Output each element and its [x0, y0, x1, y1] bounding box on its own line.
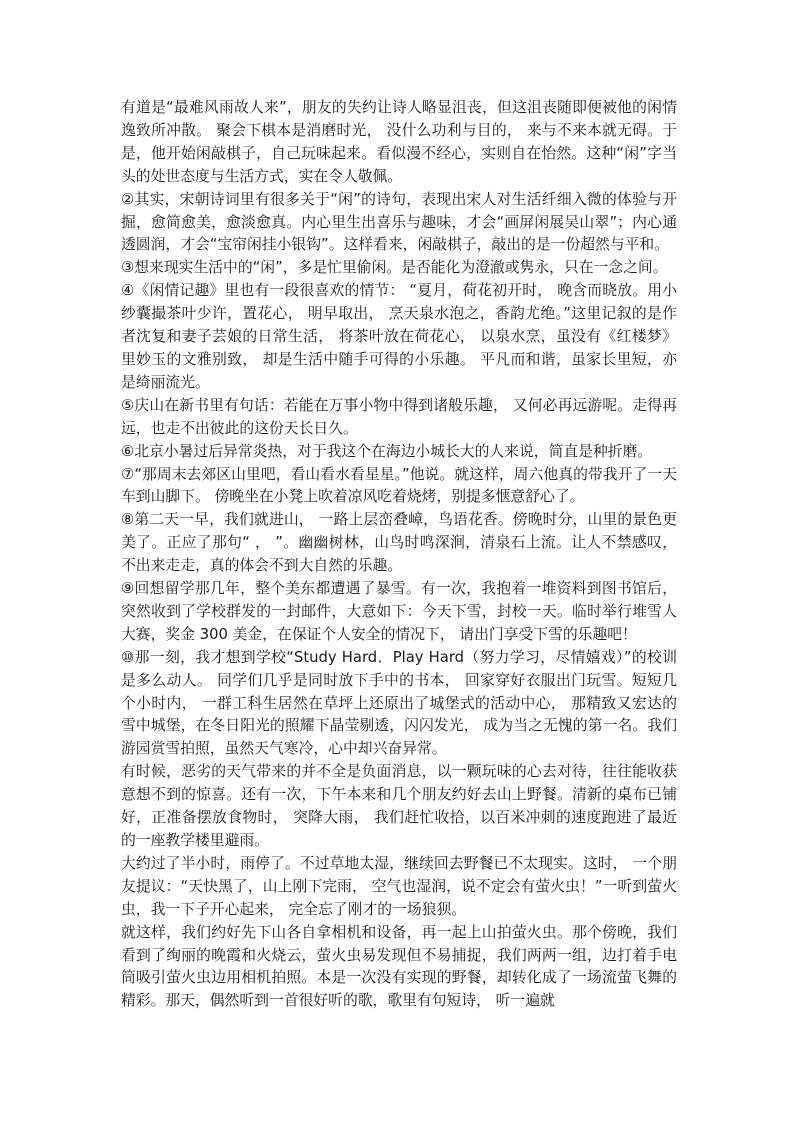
paragraph-7: ⑦“那周末去郊区山里吧，看山看水看星星。”他说。就这样，周六他真的带我开了一天车到山脚下。 傍晚坐在小凳上吹着凉风吃着烧烤，别提多惬意舒心了。 [121, 465, 677, 506]
paragraph-4: ④《闲情记趣》里也有一段很喜欢的情节： “夏月，荷花初开时， 晚含而晓放。用小纱囊撮茶叶少许，置花心， 明早取出， 烹天泉水泡之，香韵尤绝。”这里记叙的是作者沈复和妻子芸娘的日常生活， 将茶叶放在荷花心， 以泉水烹，虽没有《红楼梦》 里妙玉的文雅别致， 却是生活中随手可得的小乐趣。 平凡而和谐，虽家长里短，亦是绮丽流光。 [121, 282, 677, 391]
paragraph-5: ⑤庆山在新书里有句话：若能在万事小物中得到诸般乐趣， 又何必再远游呢。走得再远，也走不出彼此的这份天长日久。 [121, 396, 677, 437]
paragraph-9: ⑨回想留学那几年，整个美东都遭遇了暴雪。有一次，我抱着一堆资料到图书馆后，突然收到了学校群发的一封邮件，大意如下：今天下雪，封校一天。临时举行堆雪人大赛，奖金 300 美金，在保证个人安全的情况下， 请出门享受下雪的乐趣吧！ [121, 580, 677, 643]
paragraph-intro: 有道是“最难风雨故人来”，朋友的失约让诗人略显沮丧，但这沮丧随即便被他的闲情逸致所冲散。 聚会下棋本是消磨时光， 没什么功利与目的， 来与不来本就无碍。于是，他开始闲敲棋子，自己玩味起来。看似漫不经心，实则自在怡然。这种“闲”字当头的处世态度与生活方式，实在令人敬佩。 [121, 99, 677, 185]
paragraph-10: ⑩那一刻，我才想到学校“Study Hard．Play Hard（努力学习，尽情嬉戏）”的校训是多么动人。 同学们几乎是同时放下手中的书本， 回家穿好衣服出门玩雪。短短几个小时内， 一群工科生居然在草坪上还原出了城堡式的活动中心， 那精致又宏达的雪中城堡，在冬日阳光的照耀下晶莹剔透，闪闪发光， 成为当之无愧的第一名。我们游园赏雪拍照，虽然天气寒冷，心中却兴奋异常。 [121, 648, 677, 758]
paragraph-6: ⑥北京小暑过后异常炎热，对于我这个在海边小城长大的人来说，简直是种折磨。 [121, 442, 653, 460]
paragraph-3: ③想来现实生活中的“闲”，多是忙里偷闲。是否能化为澄澈或隽永，只在一念之间。 [121, 259, 668, 277]
paragraph-rain-stopped: 大约过了半小时，雨停了。不过草地太湿，继续回去野餐已不太现实。这时， 一个朋友提议：“天快黑了，山上刚下完雨， 空气也湿润，说不定会有萤火虫！”一听到萤火虫，我一下子开心起来， 完全忘了刚才的一场狼狈。 [121, 854, 677, 918]
paragraph-2: ②其实，宋朝诗词里有很多关于“闲”的诗句，表现出宋人对生活纤细入微的体验与开掘，愈简愈美，愈淡愈真。内心里生出喜乐与趣味，才会“画屏闲展吴山翠”；内心通透圆润，才会“宝帘闲挂小银钩”。这样看来，闲敲棋子，敲出的是一份超然与平和。 [121, 190, 677, 254]
paragraph-fireflies: 就这样，我们约好先下山各自拿相机和设备，再一起上山拍萤火虫。那个傍晚，我们看到了绚丽的晚霞和火烧云，萤火虫易发现但不易捕捉，我们两两一组，边打着手电筒吸引萤火虫边用相机拍照。本是一次没有实现的野餐，却转化成了一场流萤飞舞的精彩。那天，偶然听到一首很好听的歌，歌里有句短诗， 听一遍就 [121, 923, 677, 1010]
paragraph-weather: 有时候，恶劣的天气带来的并不全是负面消息，以一颗玩味的心去对待，往往能收获意想不到的惊喜。还有一次，下午本来和几个朋友约好去山上野餐。清新的桌布已铺好，正准备摆放食物时， 突降大雨， 我们赶忙收拾，以百米冲刺的速度跑进了最近的一座教学楼里避雨。 [121, 763, 677, 849]
paragraph-8: ⑧第二天一早，我们就进山， 一路上层峦叠嶂，鸟语花香。傍晚时分，山里的景色更美了。正应了那句“ ， ”。幽幽树林，山鸟时鸣深涧，清泉石上流。让人不禁感叹，不出来走走，真的体会不到大自然的乐趣。 [121, 511, 677, 575]
article-body [121, 97, 677, 1013]
